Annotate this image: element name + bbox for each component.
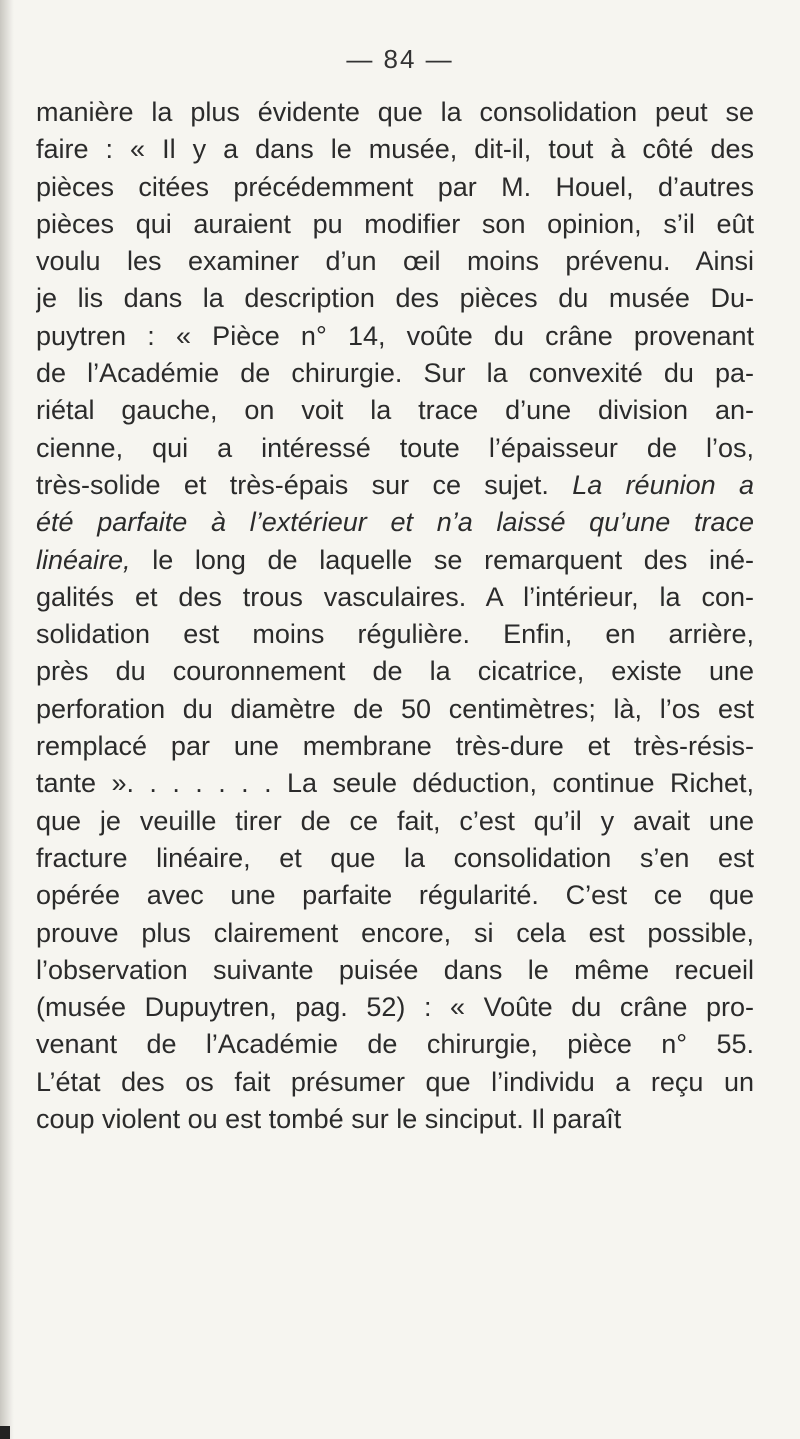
text-line: tante ». . . . . . . La seule déduction, continue Richet,	[36, 768, 754, 799]
page-edge-mark	[0, 1426, 10, 1439]
text-line: je lis dans la description des pièces du musée Du-	[36, 283, 754, 314]
text-line: que je veuille tirer de ce fait, c’est qu’il y avait une	[36, 805, 754, 836]
text-line: fracture linéaire, et que la consolidation s’en est	[36, 842, 754, 873]
text-line: voulu les examiner d’un œil moins prévenu. Ainsi	[36, 246, 754, 277]
text-line	[36, 504, 754, 541]
text-line: prouve plus clairement encore, si cela est possible,	[36, 917, 754, 948]
text-line: coup violent ou est tombé sur le sinciput. Il paraît	[36, 1104, 622, 1135]
page-number: — 84 —	[346, 44, 454, 74]
text-line: l’observation suivante puisée dans le même recueil	[36, 954, 754, 985]
text-line: pièces qui auraient pu modifier son opinion, s’il eût	[36, 208, 754, 239]
text-line: opérée avec une parfaite régularité. C’est ce que	[36, 880, 754, 911]
text-line	[36, 542, 754, 579]
text-line: (musée Dupuytren, pag. 52) : « Voûte du crâne pro-	[36, 992, 754, 1023]
text-line: venant de l’Académie de chirurgie, pièce n° 55.	[36, 1029, 754, 1060]
italic-text: été parfaite à l’extérieur et n’a laissé qu’une trace	[36, 507, 754, 538]
text-line	[36, 467, 754, 504]
text-line: pièces citées précédemment par M. Houel, d’autres	[36, 171, 754, 202]
italic-text: linéaire,	[36, 544, 131, 575]
text-line: près du couronnement de la cicatrice, existe une	[36, 656, 754, 687]
text-line: manière la plus évidente que la consolidation peut se	[36, 97, 754, 127]
text-segment: très-solide et très-épais sur ce sujet.	[36, 469, 549, 500]
text-line: perforation du diamètre de 50 centimètres; là, l’os est	[36, 693, 754, 724]
text-line: solidation est moins régulière. Enfin, en arrière,	[36, 619, 754, 650]
body-text	[36, 94, 754, 1138]
text-line: galités et des trous vasculaires. A l’intérieur, la con-	[36, 581, 754, 612]
text-segment: le long de laquelle se remarquent des iné-	[152, 544, 754, 575]
text-line: remplacé par une membrane très-dure et très-résis-	[36, 731, 754, 762]
text-line: cienne, qui a intéressé toute l’épaisseur de l’os,	[36, 432, 754, 463]
text-line: faire : « Il y a dans le musée, dit-il, tout à côté des	[36, 134, 754, 165]
binding-shadow	[0, 0, 14, 1439]
text-line: riétal gauche, on voit la trace d’une division an-	[36, 395, 754, 426]
text-line: de l’Académie de chirurgie. Sur la convexité du pa-	[36, 358, 754, 389]
text-line: puytren : « Pièce n° 14, voûte du crâne provenant	[36, 320, 754, 351]
text-line: L’état des os fait présumer que l’individu a reçu un	[36, 1066, 754, 1097]
italic-text: La réunion a	[572, 469, 754, 500]
